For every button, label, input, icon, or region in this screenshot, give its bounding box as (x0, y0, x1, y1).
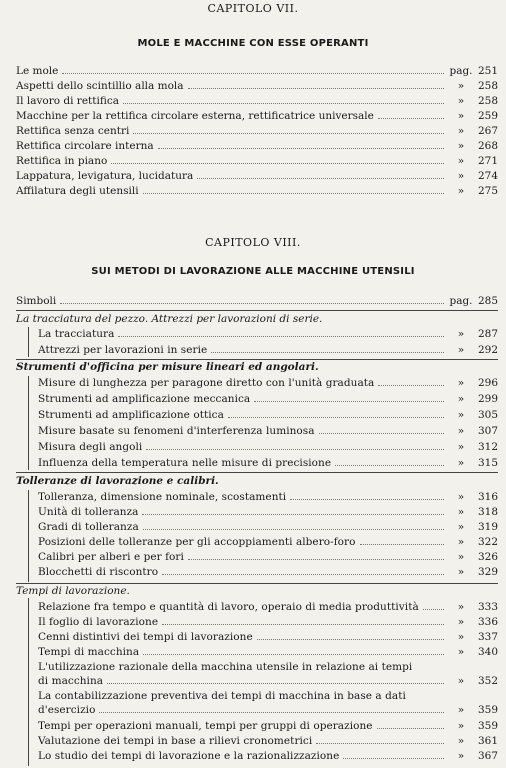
toc-entry: Lappatura, levigatura, lucidatura » 274 (16, 170, 498, 182)
chapter-7-title: MOLE E MACCHINE CON ESSE OPERANTI (137, 38, 369, 49)
toc-entry: Rettifica senza centri » 267 (16, 125, 498, 137)
toc-entry: d'esercizio » 359 (38, 704, 498, 716)
toc-entry: Strumenti ad amplificazione ottica » 305 (38, 409, 498, 421)
divider (16, 472, 498, 473)
toc-entry: Strumenti ad amplificazione meccanica » 299 (38, 393, 498, 405)
toc-entry-simboli: Simboli pag. 285 (16, 295, 498, 307)
toc-entry: Misura degli angoli » 312 (38, 441, 498, 453)
toc-entry: Gradi di tolleranza » 319 (38, 521, 498, 533)
toc-entry: Rettifica circolare interna » 268 (16, 140, 498, 152)
toc-entry: Relazione fra tempo e quantità di lavoro, operaio di media produttività » 333 (38, 601, 498, 613)
toc-entry: Valutazione dei tempi in base a rilievi cronometrici » 361 (38, 735, 498, 747)
toc-entry: Influenza della temperatura nelle misure di precisione » 315 (38, 457, 498, 469)
chapter-8-caption: CAPITOLO VIII. (205, 236, 301, 249)
toc-entry: Tempi di macchina » 340 (38, 646, 498, 658)
group-heading: Strumenti d'officina per misure lineari ed angolari. (16, 361, 319, 373)
chapter-7-caption: CAPITOLO VII. (207, 2, 299, 15)
toc-entry: L'utilizzazione razionale della macchina utensile in relazione ai tempi (38, 661, 413, 673)
toc-entry: Tolleranza, dimensione nominale, scostamenti » 316 (38, 491, 498, 503)
toc-entry: Misure basate su fenomeni d'interferenza luminosa » 307 (38, 425, 498, 437)
chapter-8-title: SUI METODI DI LAVORAZIONE ALLE MACCHINE UTENSILI (91, 266, 415, 277)
toc-entry: Rettifica in piano » 271 (16, 155, 498, 167)
toc-entry: Le mole pag. 251 (16, 65, 498, 77)
toc-entry: Blocchetti di riscontro » 329 (38, 566, 498, 578)
toc-entry: Calibri per alberi e per fori » 326 (38, 551, 498, 563)
toc-entry: Posizioni delle tolleranze per gli accoppiamenti albero-foro » 322 (38, 536, 498, 548)
toc-entry: La contabilizzazione preventiva dei tempi di macchina in base a dati (38, 690, 406, 702)
toc-entry: Attrezzi per lavorazioni in serie » 292 (38, 344, 498, 356)
toc-entry: Misure di lunghezza per paragone diretto con l'unità graduata » 296 (38, 377, 498, 389)
toc-entry: Macchine per la rettifica circolare esterna, rettificatrice universale » 259 (16, 110, 498, 122)
toc-entry: Il lavoro di rettifica » 258 (16, 95, 498, 107)
toc-entry: La tracciatura » 287 (38, 328, 498, 340)
toc-entry: Unità di tolleranza » 318 (38, 506, 498, 518)
toc-entry: Il foglio di lavorazione » 336 (38, 616, 498, 628)
toc-entry: Lo studio dei tempi di lavorazione e la razionalizzazione » 367 (38, 750, 498, 762)
toc-entry: Affilatura degli utensili » 275 (16, 185, 498, 197)
toc-entry: Cenni distintivi dei tempi di lavorazione » 337 (38, 631, 498, 643)
group-heading: Tolleranze di lavorazione e calibri. (16, 475, 219, 487)
toc-entry: Aspetti dello scintillio alla mola » 258 (16, 80, 498, 92)
toc-entry: Tempi per operazioni manuali, tempi per gruppi di operazione » 359 (38, 720, 498, 732)
toc-entry: di macchina » 352 (38, 675, 498, 687)
group-heading: La tracciatura del pezzo. Attrezzi per lavorazioni di serie. (16, 313, 323, 325)
group-heading: Tempi di lavorazione. (16, 585, 130, 597)
divider (16, 310, 498, 311)
